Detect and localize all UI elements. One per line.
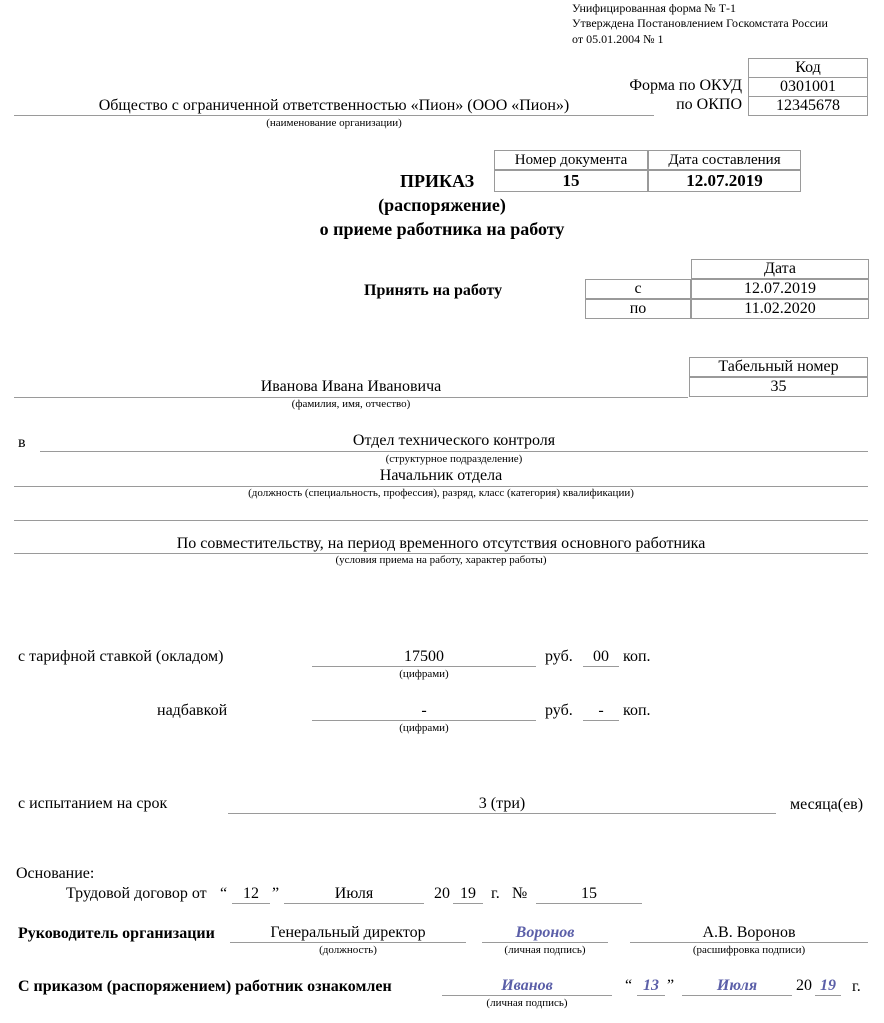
department-caption: (структурное подразделение) bbox=[385, 453, 523, 465]
probation-value: 3 (три) bbox=[478, 795, 526, 812]
director-full-name-caption: (расшифровка подписи) bbox=[692, 944, 806, 956]
employee-signature-caption: (личная подпись) bbox=[486, 997, 568, 1009]
hire-to-label: по bbox=[585, 299, 691, 319]
rate-kop-value: 00 bbox=[593, 648, 609, 665]
organization-caption: (наименование организации) bbox=[266, 117, 402, 129]
order-purpose: о приеме работника на работу bbox=[319, 219, 565, 239]
probation-unit: месяца(ев) bbox=[790, 796, 864, 813]
form-header-line-3: от 05.01.2004 № 1 bbox=[572, 32, 664, 46]
director-label: Руководитель организации bbox=[18, 925, 215, 942]
job-title: Начальник отдела bbox=[379, 467, 503, 484]
bonus-kop-label: коп. bbox=[623, 702, 651, 719]
contract-label: Трудовой договор от bbox=[66, 885, 207, 902]
contract-month: Июля bbox=[334, 885, 374, 902]
rate-value: 17500 bbox=[404, 648, 444, 665]
document-number-header: Номер документа bbox=[494, 150, 648, 170]
codes-title: Код bbox=[748, 58, 868, 78]
okpo-value: 12345678 bbox=[748, 96, 868, 116]
contract-year-label: г. bbox=[491, 885, 500, 902]
okpo-label: по ОКПО bbox=[676, 96, 742, 113]
ack-day: 13 bbox=[643, 977, 659, 994]
rate-kop-label: коп. bbox=[623, 648, 651, 665]
rate-rub-label: руб. bbox=[545, 648, 573, 665]
document-date-header: Дата составления bbox=[648, 150, 801, 170]
ack-year-label: г. bbox=[852, 978, 861, 995]
bonus-kop-value: - bbox=[598, 702, 604, 719]
work-conditions-caption: (условия приема на работу, характер работы) bbox=[335, 554, 547, 566]
in-label: в bbox=[18, 434, 26, 451]
bonus-value: - bbox=[421, 702, 427, 719]
hire-to-value: 11.02.2020 bbox=[691, 299, 869, 319]
ack-month: Июля bbox=[716, 977, 758, 994]
employee-signature: Иванов bbox=[501, 977, 553, 994]
form-header-line-2: Утверждена Постановлением Госкомстата России bbox=[572, 16, 828, 30]
order-title: ПРИКАЗ bbox=[400, 171, 475, 191]
bonus-rub-label: руб. bbox=[545, 702, 573, 719]
contract-quote-close: ” bbox=[272, 885, 280, 902]
contract-year-suffix: 19 bbox=[460, 885, 476, 902]
director-position: Генеральный директор bbox=[270, 924, 426, 941]
bonus-caption: (цифрами) bbox=[399, 722, 449, 734]
organization-name: Общество с ограниченной ответственностью «Пион» (ООО «Пион») bbox=[98, 97, 570, 114]
okud-value: 0301001 bbox=[748, 77, 868, 97]
hire-label: Принять на работу bbox=[364, 282, 503, 299]
order-subtitle: (распоряжение) bbox=[378, 195, 506, 215]
director-signature: Воронов bbox=[515, 924, 575, 941]
contract-number-label: № bbox=[512, 885, 528, 902]
employee-name: Иванова Ивана Ивановича bbox=[260, 378, 442, 395]
ack-quote-open: “ bbox=[625, 977, 633, 994]
contract-day: 12 bbox=[243, 885, 259, 902]
basis-label: Основание: bbox=[16, 865, 95, 882]
contract-year-prefix: 20 bbox=[434, 885, 450, 902]
department: Отдел технического контроля bbox=[352, 432, 556, 449]
rate-caption: (цифрами) bbox=[399, 668, 449, 680]
job-title-caption: (должность (специальность, профессия), разряд, класс (категория) квалификации) bbox=[248, 487, 634, 499]
rate-label: с тарифной ставкой (окладом) bbox=[18, 648, 224, 665]
contract-number: 15 bbox=[581, 885, 597, 902]
ack-year-suffix: 19 bbox=[820, 977, 836, 994]
hire-from-label: с bbox=[585, 279, 691, 299]
hire-from-value: 12.07.2019 bbox=[691, 279, 869, 299]
tab-number-value: 35 bbox=[689, 377, 868, 397]
hire-date-header: Дата bbox=[691, 259, 869, 279]
work-conditions: По совместительству, на период временного отсутствия основного работника bbox=[176, 535, 706, 552]
contract-quote-open: “ bbox=[220, 885, 228, 902]
document-number: 15 bbox=[494, 170, 648, 192]
director-full-name: А.В. Воронов bbox=[702, 924, 796, 941]
acknowledgment-label: С приказом (распоряжением) работник ознакомлен bbox=[18, 978, 392, 995]
employee-name-caption: (фамилия, имя, отчество) bbox=[291, 398, 411, 410]
tab-number-header: Табельный номер bbox=[689, 357, 868, 377]
form-header-line-1: Унифицированная форма № Т-1 bbox=[572, 1, 737, 15]
ack-year-prefix: 20 bbox=[796, 977, 812, 994]
okud-label: Форма по ОКУД bbox=[629, 77, 742, 94]
ack-quote-close: ” bbox=[667, 977, 675, 994]
director-position-caption: (должность) bbox=[319, 944, 377, 956]
director-signature-caption: (личная подпись) bbox=[504, 944, 586, 956]
probation-label: с испытанием на срок bbox=[18, 795, 168, 812]
document-date: 12.07.2019 bbox=[648, 170, 801, 192]
bonus-label: надбавкой bbox=[157, 702, 228, 719]
